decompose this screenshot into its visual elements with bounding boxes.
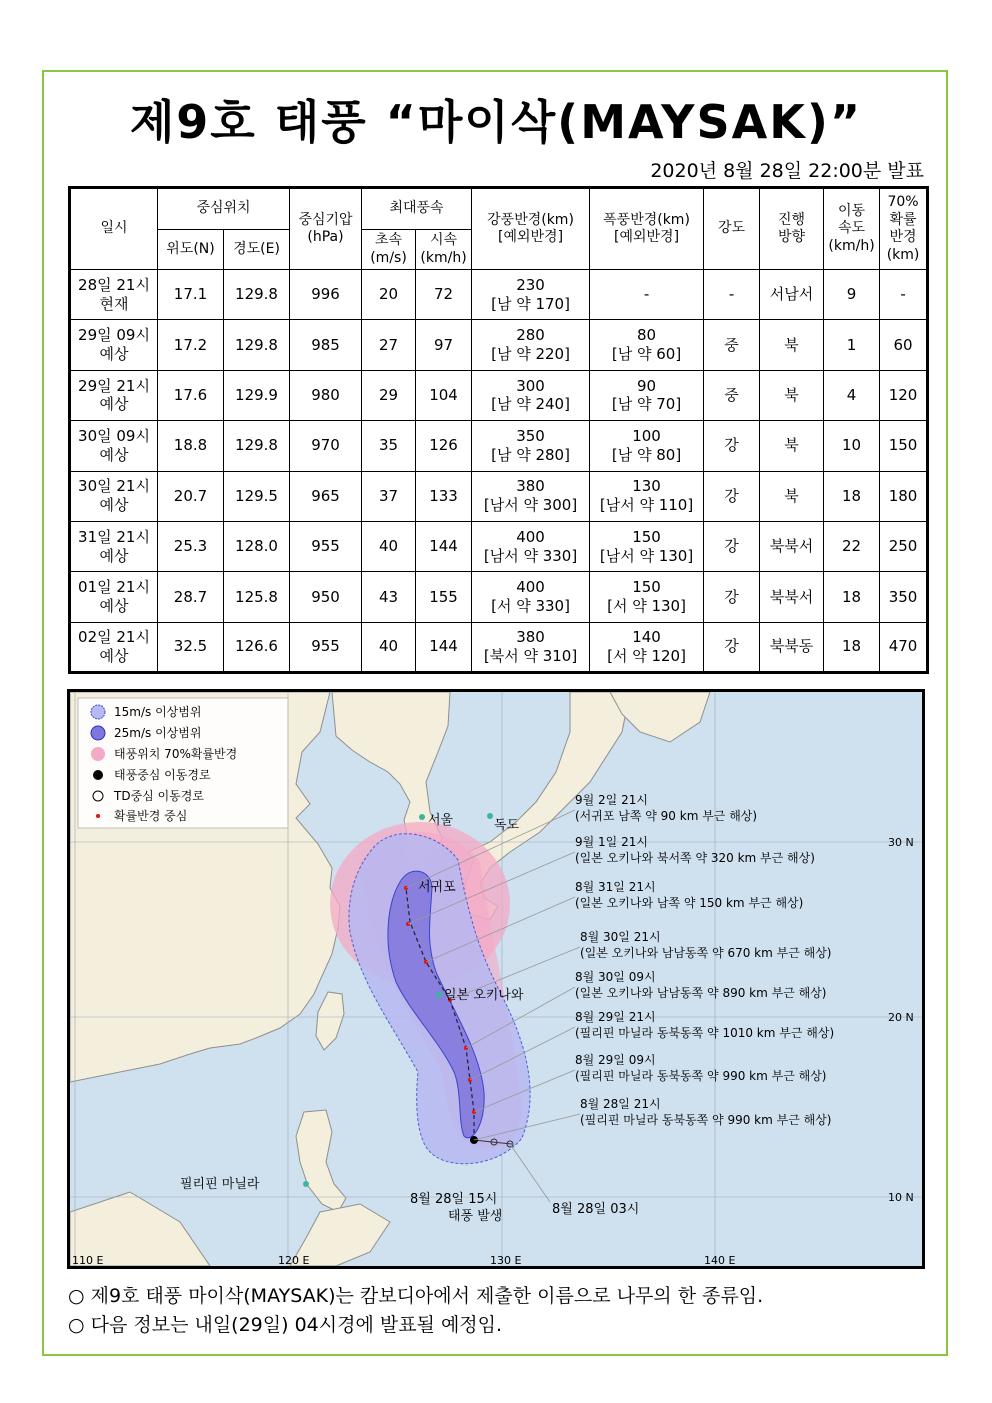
okinawa-label: 일본 오키나와: [444, 988, 524, 1003]
cell-ms: 35: [362, 421, 416, 471]
cell-gale: 300 [남 약 240]: [472, 370, 590, 420]
cell-hpa: 965: [290, 471, 362, 521]
annotation-desc: (일본 오키나와 남쪽 약 150 km 부근 해상): [575, 896, 804, 910]
cell-lon: 129.8: [224, 320, 290, 370]
header-lat: 위도(N): [158, 230, 224, 270]
cell-lon: 126.6: [224, 622, 290, 672]
annotation-desc: (필리핀 마닐라 동북동쪽 약 990 km 부근 해상): [580, 1113, 832, 1127]
cell-intensity: 강: [704, 421, 760, 471]
lat-label-20: 20 N: [888, 1011, 914, 1024]
manila-marker: [303, 1181, 309, 1187]
cell-lon: 128.0: [224, 521, 290, 571]
annotation-date: 9월 1일 21시: [575, 835, 648, 849]
cell-time: 02일 21시 예상: [70, 622, 158, 672]
cell-hpa: 985: [290, 320, 362, 370]
dokdo-marker: [487, 813, 493, 819]
cell-r70: 120: [880, 370, 928, 420]
cell-kmh: 144: [416, 622, 472, 672]
cell-speed: 4: [824, 370, 880, 420]
manila-label: 필리핀 마닐라: [180, 1177, 260, 1192]
cell-kmh: 144: [416, 521, 472, 571]
cell-ms: 29: [362, 370, 416, 420]
cell-ms: 20: [362, 270, 416, 320]
cell-storm: 80 [남 약 60]: [590, 320, 704, 370]
legend-prob-center: 확률반경 중심: [114, 809, 188, 823]
header-direction: 진행 방향: [760, 188, 824, 270]
lon-label-130: 130 E: [490, 1254, 522, 1266]
cell-lon: 129.9: [224, 370, 290, 420]
cell-gale: 380 [남서 약 300]: [472, 471, 590, 521]
table-row: [70, 320, 928, 370]
legend-prob-center-icon: [96, 814, 100, 818]
td-time-label: 8월 28일 03시: [552, 1202, 640, 1217]
cell-direction: 북: [760, 471, 824, 521]
legend-25ms: 25m/s 이상범위: [114, 726, 202, 740]
cell-lat: 17.1: [158, 270, 224, 320]
cell-lat: 28.7: [158, 572, 224, 622]
cell-r70: 60: [880, 320, 928, 370]
cell-direction: 북북서: [760, 572, 824, 622]
header-kmh: 시속 (km/h): [416, 230, 472, 270]
cell-gale: 280 [남 약 220]: [472, 320, 590, 370]
header-storm-radius: 폭풍반경(km) [예외반경]: [590, 188, 704, 270]
cell-r70: 350: [880, 572, 928, 622]
cell-gale: 400 [서 약 330]: [472, 572, 590, 622]
cell-kmh: 126: [416, 421, 472, 471]
table-row: [70, 421, 928, 471]
header-speed: 이동 속도 (km/h): [824, 188, 880, 270]
issued-time: 2020년 8월 28일 22:00분 발표: [650, 160, 924, 182]
cell-lat: 17.6: [158, 370, 224, 420]
cell-intensity: 중: [704, 320, 760, 370]
cell-intensity: 강: [704, 471, 760, 521]
header-intensity: 강도: [704, 188, 760, 270]
map-canvas: [70, 692, 922, 1266]
cell-storm: 150 [남서 약 130]: [590, 521, 704, 571]
seoul-label: 서울: [428, 813, 454, 828]
okinawa-marker: [436, 992, 442, 998]
cell-speed: 1: [824, 320, 880, 370]
cell-lon: 129.8: [224, 421, 290, 471]
cell-time: 30일 09시 예상: [70, 421, 158, 471]
note-1: ○ 제9호 태풍 마이삭(MAYSAK)는 캄보디아에서 제출한 이름으로 나무의 한 종류임.: [68, 1285, 764, 1307]
cell-storm: 130 [남서 약 110]: [590, 471, 704, 521]
note-2: ○ 다음 정보는 내일(29일) 04시경에 발표될 예정임.: [68, 1314, 503, 1336]
cell-speed: 9: [824, 270, 880, 320]
legend-70pct-icon: [91, 747, 105, 761]
legend-track: 태풍중심 이동경로: [114, 768, 211, 782]
annotation-desc: (일본 오키나와 북서쪽 약 320 km 부근 해상): [575, 851, 815, 865]
cell-intensity: 중: [704, 370, 760, 420]
legend-25ms-icon: [91, 726, 105, 740]
cell-ms: 43: [362, 572, 416, 622]
cell-hpa: 955: [290, 521, 362, 571]
cell-lon: 129.5: [224, 471, 290, 521]
table-row: [70, 622, 928, 672]
cell-storm: 140 [서 약 120]: [590, 622, 704, 672]
header-max-wind: 최대풍속: [362, 188, 472, 230]
cell-lat: 25.3: [158, 521, 224, 571]
header-center: 중심위치: [158, 188, 290, 230]
page-title: 제9호 태풍 “마이삭(MAYSAK)”: [129, 95, 863, 149]
cell-intensity: 강: [704, 622, 760, 672]
table-row: [70, 572, 928, 622]
land-hokkaido: [610, 692, 710, 742]
genesis-date: 8월 28일 15시: [410, 1192, 498, 1207]
cell-gale: 400 [남서 약 330]: [472, 521, 590, 571]
header-time: 일시: [70, 188, 158, 270]
cell-lat: 17.2: [158, 320, 224, 370]
cell-ms: 40: [362, 622, 416, 672]
land-luzon: [296, 1110, 346, 1212]
annotation-date: 8월 30일 09시: [575, 970, 656, 984]
cell-time: 31일 21시 예상: [70, 521, 158, 571]
cell-hpa: 950: [290, 572, 362, 622]
cell-intensity: 강: [704, 572, 760, 622]
genesis-desc: 태풍 발생: [448, 1209, 503, 1224]
cell-hpa: 955: [290, 622, 362, 672]
lon-label-110: 110 E: [72, 1254, 104, 1266]
cell-gale: 380 [북서 약 310]: [472, 622, 590, 672]
cell-r70: 250: [880, 521, 928, 571]
cell-speed: 10: [824, 421, 880, 471]
annotation-date: 8월 30일 21시: [580, 930, 661, 944]
annotation-desc: (일본 오키나와 남남동쪽 약 670 km 부근 해상): [580, 946, 832, 960]
lat-label-30: 30 N: [888, 836, 914, 849]
cell-r70: 470: [880, 622, 928, 672]
seoul-marker: [419, 814, 425, 820]
table-row: [70, 521, 928, 571]
cell-direction: 북: [760, 320, 824, 370]
cell-time: 28일 21시 현재: [70, 270, 158, 320]
cell-kmh: 155: [416, 572, 472, 622]
annotation-date: 8월 29일 21시: [575, 1010, 656, 1024]
cell-hpa: 970: [290, 421, 362, 471]
land-taiwan: [316, 992, 344, 1050]
cell-gale: 230 [남 약 170]: [472, 270, 590, 320]
cell-r70: 150: [880, 421, 928, 471]
annotation-date: 9월 2일 21시: [575, 793, 648, 807]
annotation-date: 8월 29일 09시: [575, 1053, 656, 1067]
table-row: [70, 370, 928, 420]
cell-ms: 27: [362, 320, 416, 370]
table-row: [70, 471, 928, 521]
cell-intensity: 강: [704, 521, 760, 571]
cell-direction: 북: [760, 370, 824, 420]
cell-direction: 북북동: [760, 622, 824, 672]
legend-td-track: TD중심 이동경로: [114, 789, 204, 803]
cell-storm: 100 [남 약 80]: [590, 421, 704, 471]
cell-speed: 22: [824, 521, 880, 571]
cell-speed: 18: [824, 471, 880, 521]
cell-time: 29일 09시 예상: [70, 320, 158, 370]
cell-kmh: 104: [416, 370, 472, 420]
cell-hpa: 980: [290, 370, 362, 420]
cell-storm: -: [590, 270, 704, 320]
cell-gale: 350 [남 약 280]: [472, 421, 590, 471]
cell-ms: 40: [362, 521, 416, 571]
cell-kmh: 97: [416, 320, 472, 370]
annotation-date: 8월 28일 21시: [580, 1097, 661, 1111]
legend-15ms-icon: [91, 705, 105, 719]
cell-time: 01일 21시 예상: [70, 572, 158, 622]
typhoon-forecast-table: [68, 186, 929, 674]
cell-direction: 북: [760, 421, 824, 471]
cell-hpa: 996: [290, 270, 362, 320]
cell-direction: 북북서: [760, 521, 824, 571]
lat-label-10: 10 N: [888, 1191, 914, 1204]
annotation-desc: (필리핀 마닐라 동북동쪽 약 990 km 부근 해상): [575, 1069, 827, 1083]
cell-kmh: 72: [416, 270, 472, 320]
annotation-date: 8월 31일 21시: [575, 880, 656, 894]
cell-time: 30일 21시 예상: [70, 471, 158, 521]
cell-r70: 180: [880, 471, 928, 521]
cell-storm: 150 [서 약 130]: [590, 572, 704, 622]
annotation-desc: (필리핀 마닐라 동북동쪽 약 1010 km 부근 해상): [575, 1026, 835, 1040]
table-row: [70, 270, 928, 320]
cell-direction: 서남서: [760, 270, 824, 320]
cell-kmh: 133: [416, 471, 472, 521]
cell-lat: 20.7: [158, 471, 224, 521]
cell-lon: 129.8: [224, 270, 290, 320]
seogwipo-label: 서귀포: [418, 880, 456, 895]
cell-intensity: -: [704, 270, 760, 320]
cell-r70: -: [880, 270, 928, 320]
legend-typhoon-center-icon: [93, 770, 103, 780]
legend-70pct: 태풍위치 70%확률반경: [114, 747, 238, 761]
map-legend: [78, 698, 288, 828]
legend-15ms: 15m/s 이상범위: [114, 705, 202, 719]
lon-label-120: 120 E: [278, 1254, 310, 1266]
cell-ms: 37: [362, 471, 416, 521]
cell-lat: 32.5: [158, 622, 224, 672]
dokdo-label: 독도: [494, 818, 520, 833]
header-gale-radius: 강풍반경(km) [예외반경]: [472, 188, 590, 270]
lon-label-140: 140 E: [704, 1254, 736, 1266]
cell-speed: 18: [824, 572, 880, 622]
cell-speed: 18: [824, 622, 880, 672]
header-radius70: 70% 확률 반경 (km): [880, 188, 928, 270]
notes: [68, 1282, 763, 1340]
typhoon-track-map: [67, 689, 925, 1269]
annotation-desc: (서귀포 남쪽 약 90 km 부근 해상): [575, 809, 758, 823]
cell-lat: 18.8: [158, 421, 224, 471]
cell-storm: 90 [남 약 70]: [590, 370, 704, 420]
cell-time: 29일 21시 예상: [70, 370, 158, 420]
header-ms: 초속 (m/s): [362, 230, 416, 270]
header-pressure: 중심기압 (hPa): [290, 188, 362, 270]
cell-lon: 125.8: [224, 572, 290, 622]
annotation-desc: (일본 오키나와 남남동쪽 약 890 km 부근 해상): [575, 986, 827, 1000]
header-lon: 경도(E): [224, 230, 290, 270]
